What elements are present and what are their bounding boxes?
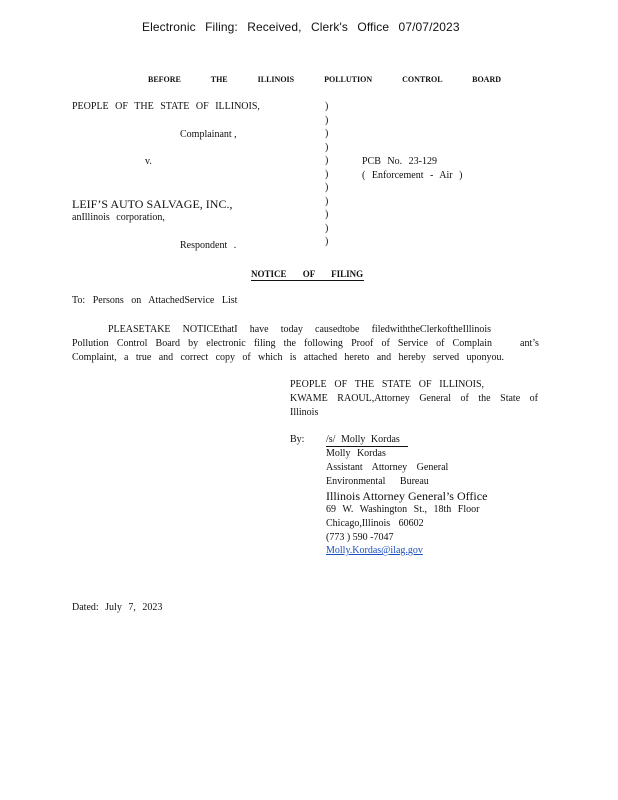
bracket: ): [325, 182, 329, 193]
signer-phone: (773 ) 590 -7047: [326, 532, 394, 543]
body-line-1: PLEASETAKE NOTICEthatI have today causedtobe filedwiththeClerkoftheIllinois: [108, 324, 491, 335]
body-line-2-end: ant’s: [520, 338, 539, 349]
board-heading: BEFORE THE ILLINOIS POLLUTION CONTROL BOARD: [148, 75, 502, 84]
bracket: ): [325, 209, 329, 220]
signature-ag-line: KWAME RAOUL,Attorney General of the State of: [290, 393, 538, 404]
bracket: ): [325, 101, 329, 112]
bracket: ): [325, 222, 329, 234]
signer-name: Molly Kordas: [326, 448, 386, 459]
bracket: ): [325, 128, 329, 139]
caption-plaintiff-role: Complainant ,: [180, 129, 237, 140]
by-label: By:: [290, 434, 305, 445]
caption-plaintiff: PEOPLE OF THE STATE OF ILLINOIS,: [72, 101, 260, 112]
signer-title: Assistant Attorney General: [326, 462, 449, 473]
filing-stamp: Electronic Filing: Received, Clerk's Office 07/07/2023: [142, 20, 460, 34]
caption-defendant-desc: anIllinois corporation,: [72, 212, 165, 223]
signer-office: Illinois Attorney General’s Office: [326, 489, 488, 503]
bracket: ): [325, 168, 329, 180]
signature-line: /s/ Molly Kordas: [326, 434, 408, 447]
caption-defendant: LEIF’S AUTO SALVAGE, INC.,: [72, 197, 233, 211]
signer-bureau: Environmental Bureau: [326, 476, 429, 487]
case-type: ( Enforcement - Air ): [362, 170, 463, 181]
signature-party: PEOPLE OF THE STATE OF ILLINOIS,: [290, 379, 484, 390]
addressee-line: To: Persons on AttachedService List: [72, 295, 238, 306]
bracket: ): [325, 195, 329, 207]
signature-ag-line-2: Illinois: [290, 407, 319, 418]
caption-versus: v.: [145, 156, 152, 167]
signer-street: 69 W. Washington St., 18th Floor: [326, 504, 480, 515]
body-line-2: Pollution Control Board by electronic filing the following Proof of Service of Complain: [72, 338, 492, 349]
dated-line: Dated: July 7, 2023: [72, 602, 163, 613]
bracket: ): [325, 141, 329, 153]
notice-title: NOTICE OF FILING: [251, 269, 364, 279]
body-line-3: Complaint, a true and correct copy of which is attached hereto and hereby served uponyou.: [72, 352, 504, 363]
case-number: PCB No. 23-129: [362, 156, 437, 167]
caption-bracket-column: [325, 100, 328, 249]
bracket: ): [325, 114, 329, 126]
bracket: ): [325, 155, 329, 166]
signer-city: Chicago,Illinois 60602: [326, 518, 424, 529]
bracket: ): [325, 236, 329, 247]
caption-defendant-role: Respondent .: [180, 240, 237, 251]
signer-email-link[interactable]: Molly.Kordas@ilag.gov: [326, 545, 423, 556]
